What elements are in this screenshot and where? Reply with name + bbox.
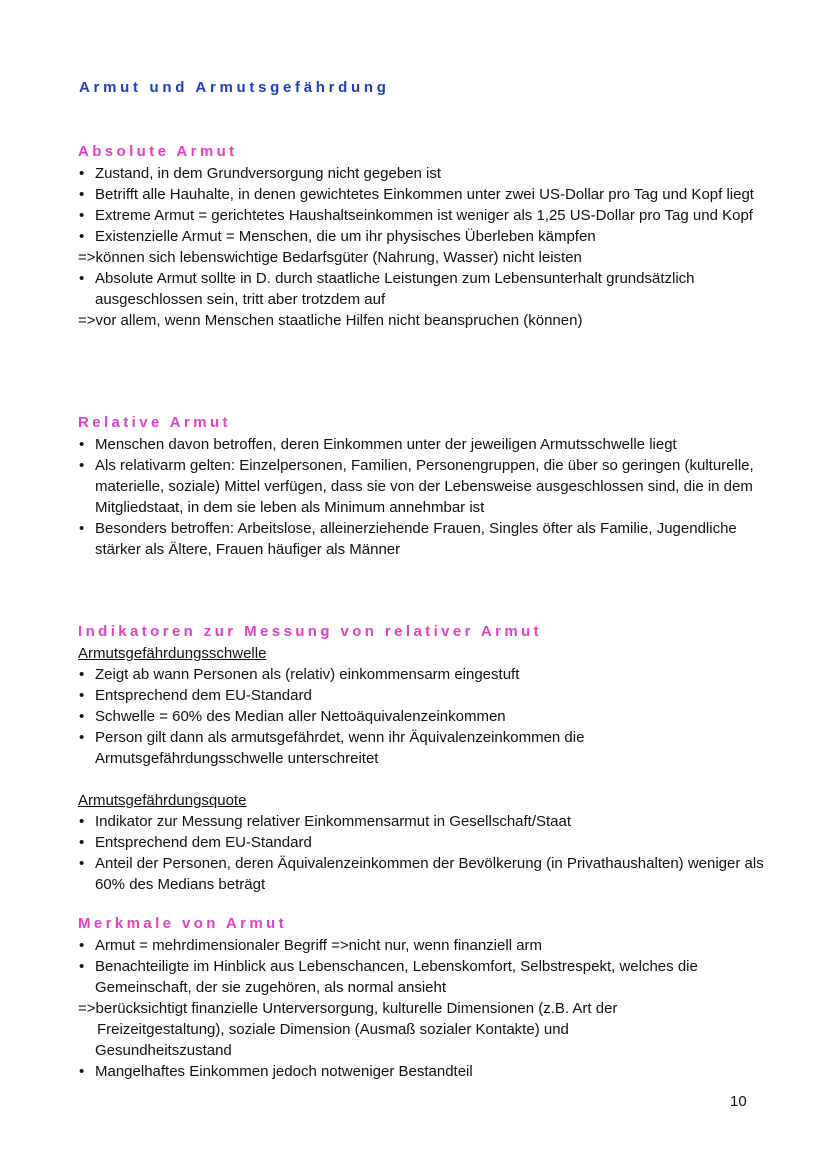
list-item: • Betrifft alle Hauhalte, in denen gewichtetes Einkommen unter zwei US-Dollar pro Tag und Kopf liegt — [78, 184, 768, 205]
list-item-line: =>berücksichtigt finanzielle Unterversorgung, kulturelle Dimensionen (z.B. Art der — [78, 1000, 618, 1017]
heading-merkmale: Merkmale von Armut — [78, 915, 288, 932]
list-item: =>können sich lebenswichtige Bedarfsgüter (Nahrung, Wasser) nicht leisten — [78, 249, 582, 266]
list-item: • Person gilt dann als armutsgefährdet, wenn ihr Äquivalenzeinkommen die Armutsgefährdungsschwelle unterschreitet — [78, 727, 768, 769]
subheading-schwelle: Armutsgefährdungsschwelle — [78, 645, 267, 662]
list-item: • Als relativarm gelten: Einzelpersonen, Familien, Personengruppen, die über so geringen (kulturelle, materielle, soziale) Mittel verfügen, dass sie von der Lebensweise ausgeschlossen sind, die in dem Mitgliedstaat, in dem sie leben als Minimum annehmbar ist — [78, 455, 768, 518]
heading-relative-armut: Relative Armut — [78, 414, 231, 431]
list-item: • Existenzielle Armut = Menschen, die um ihr physisches Überleben kämpfen — [78, 226, 768, 247]
section-relative-armut — [78, 413, 768, 560]
list-item: • Schwelle = 60% des Median aller Nettoäquivalenzeinkommen — [78, 706, 768, 727]
list-merkmale — [78, 935, 768, 1082]
list-relative-armut — [78, 434, 768, 560]
list-quote — [78, 811, 768, 895]
list-item: • Mangelhaftes Einkommen jedoch notweniger Bestandteil — [78, 1061, 768, 1082]
list-item: • Menschen davon betroffen, deren Einkommen unter der jeweiligen Armutsschwelle liegt — [78, 434, 768, 455]
list-item: • Zustand, in dem Grundversorgung nicht gegeben ist — [78, 163, 768, 184]
heading-absolute-armut: Absolute Armut — [78, 143, 238, 160]
list-schwelle — [78, 664, 768, 769]
list-item: • Entsprechend dem EU-Standard — [78, 832, 768, 853]
list-item: • Entsprechend dem EU-Standard — [78, 685, 768, 706]
list-item-line: Gesundheitszustand — [95, 1042, 232, 1059]
list-item: • Indikator zur Messung relativer Einkommensarmut in Gesellschaft/Staat — [78, 811, 768, 832]
list-item: • Extreme Armut = gerichtetes Haushaltseinkommen ist weniger als 1,25 US-Dollar pro Tag und Kopf — [78, 205, 768, 226]
list-item: • Besonders betroffen: Arbeitslose, alleinerziehende Frauen, Singles öfter als Familie, Jugendliche stärker als Ältere, Frauen häufiger als Männer — [78, 518, 768, 560]
list-item: • Absolute Armut sollte in D. durch staatliche Leistungen zum Lebensunterhalt grundsätzlich ausgeschlossen sein, tritt aber trotzdem auf — [78, 268, 768, 310]
page-title: Armut und Armutsgefährdung — [79, 79, 390, 96]
list-absolute-armut — [78, 163, 768, 331]
subheading-quote: Armutsgefährdungsquote — [78, 792, 247, 809]
section-merkmale — [78, 914, 768, 1082]
list-item: • Benachteiligte im Hinblick aus Lebenschancen, Lebenskomfort, Selbstrespekt, welches die Gemeinschaft, der sie zugehören, als normal ansieht — [78, 956, 768, 998]
list-item — [78, 998, 768, 1061]
section-indikatoren — [78, 622, 768, 895]
heading-indikatoren: Indikatoren zur Messung von relativer Armut — [78, 623, 543, 640]
list-item: • Armut = mehrdimensionaler Begriff =>nicht nur, wenn finanziell arm — [78, 935, 768, 956]
list-item: • Anteil der Personen, deren Äquivalenzeinkommen der Bevölkerung (in Privathaushalten) weniger als 60% des Medians beträgt — [78, 853, 768, 895]
list-item-line: Freizeitgestaltung), soziale Dimension (Ausmaß sozialer Kontakte) und — [97, 1021, 569, 1038]
section-absolute-armut — [78, 142, 768, 331]
list-item: =>vor allem, wenn Menschen staatliche Hilfen nicht beanspruchen (können) — [78, 312, 583, 329]
page-number: 10 — [730, 1093, 747, 1110]
list-item: • Zeigt ab wann Personen als (relativ) einkommensarm eingestuft — [78, 664, 768, 685]
